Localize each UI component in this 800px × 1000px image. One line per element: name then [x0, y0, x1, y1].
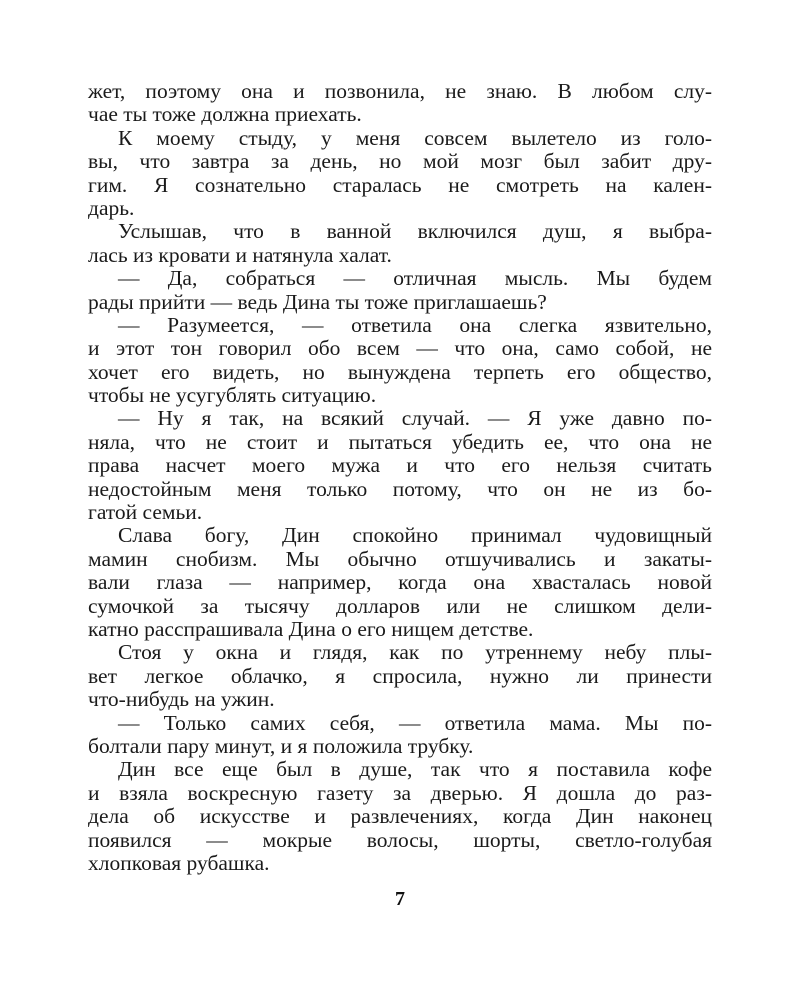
body-text: [88, 80, 712, 875]
paragraph: [88, 524, 712, 641]
text-line: — Да, собраться — отличная мысль. Мы будем: [118, 266, 712, 291]
text-line: катно расспрашивала Дина о его нищем детстве.: [88, 616, 534, 641]
text-line: — Ну я так, на всякий случай. — Я уже давно по-: [118, 406, 712, 431]
text-line: мамин снобизм. Мы обычно отшучивались и закаты-: [88, 546, 712, 571]
text-line: вы, что завтра за день, но мой мозг был забит дру-: [88, 149, 712, 174]
text-line: — Разумеется, — ответила она слегка язвительно,: [118, 312, 712, 337]
text-line: К моему стыду, у меня совсем вылетело из голо-: [118, 125, 712, 150]
text-line: лась из кровати и натянула халат.: [88, 242, 392, 267]
paragraph: [88, 758, 712, 875]
paragraph: [88, 712, 712, 759]
text-line: что-нибудь на ужин.: [88, 687, 275, 712]
text-line: права насчет моего мужа и что его нельзя считать: [88, 453, 712, 478]
text-line: хочет его видеть, но вынуждена терпеть его общество,: [88, 359, 712, 384]
text-line: недостойным меня только потому, что он не из бо-: [88, 476, 712, 501]
paragraph: [88, 127, 712, 221]
paragraph: [88, 314, 712, 408]
page-number: 7: [395, 888, 405, 910]
text-line: гим. Я сознательно старалась не смотреть на кален-: [88, 172, 712, 197]
paragraph: [88, 267, 712, 314]
text-line: няла, что не стоит и пытаться убедить ее, что она не: [88, 429, 712, 454]
text-line: рады прийти — ведь Дина ты тоже приглашаешь?: [88, 289, 547, 314]
text-line: вет легкое облачко, я спросила, нужно ли принести: [88, 663, 712, 688]
text-line: сумочкой за тысячу долларов или не слишком дели-: [88, 593, 712, 618]
text-line: чае ты тоже должна приехать.: [88, 102, 362, 127]
paragraph: [88, 407, 712, 524]
text-line: чтобы не усугублять ситуацию.: [88, 383, 377, 408]
paragraph: [88, 641, 712, 711]
text-line: дела об искусстве и развлечениях, когда Дин наконец: [88, 804, 712, 829]
text-line: Дин все еще был в душе, так что я поставила кофе: [118, 757, 712, 782]
text-line: появился — мокрые волосы, шорты, светло-голубая: [88, 827, 712, 852]
text-line: хлопковая рубашка.: [88, 850, 270, 875]
paragraph: [88, 220, 712, 267]
text-line: Стоя у окна и глядя, как по утреннему небу плы-: [118, 640, 712, 665]
text-line: и этот тон говорил обо всем — что она, само собой, не: [88, 336, 712, 361]
text-line: жет, поэтому она и позвонила, не знаю. В любом слу-: [88, 79, 712, 103]
text-line: Услышав, что в ванной включился душ, я выбра-: [118, 219, 712, 244]
text-line: вали глаза — например, когда она хвасталась новой: [88, 570, 712, 595]
text-line: болтали пару минут, и я положила трубку.: [88, 733, 474, 758]
paragraph: [88, 80, 712, 127]
text-line: дарь.: [88, 195, 135, 220]
text-line: — Только самих себя, — ответила мама. Мы по-: [118, 710, 712, 735]
text-line: Слава богу, Дин спокойно принимал чудовищный: [118, 523, 712, 548]
text-line: гатой семьи.: [88, 500, 203, 525]
text-line: и взяла воскресную газету за дверью. Я дошла до раз-: [88, 780, 712, 805]
